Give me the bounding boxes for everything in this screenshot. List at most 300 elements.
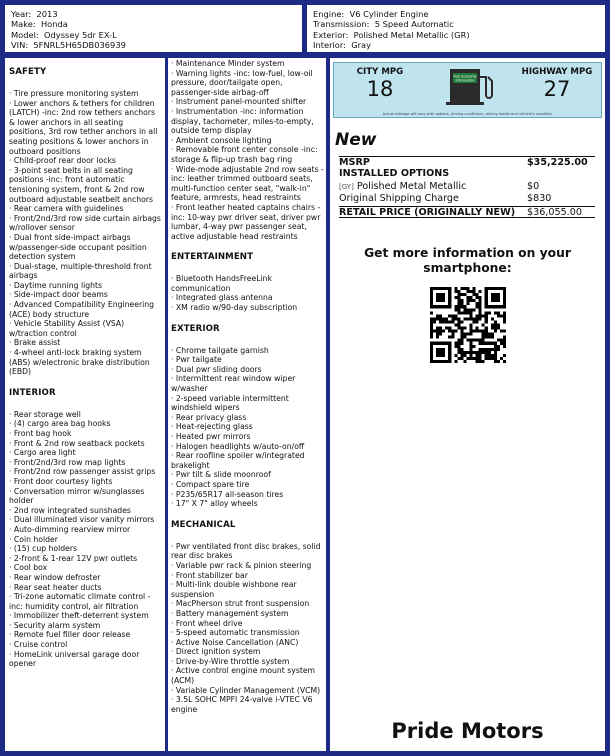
qr-module — [494, 330, 497, 333]
feature-item: · Variable pwr rack & pinion steering — [171, 560, 312, 570]
qr-module — [485, 311, 488, 314]
qr-module — [497, 311, 500, 314]
feature-item: · Pwr ventilated front disc brakes, solid rear disc brakes — [171, 541, 321, 561]
vehicle-info-left — [5, 5, 302, 52]
qr-module — [448, 336, 451, 339]
feature-item: · 3-point seat belts in all seating positions -inc: front automatic tensioning system, front & 2nd row outboard adjustable seatbelt anchors — [9, 165, 153, 204]
city-mpg-label: CITY MPG — [356, 67, 404, 77]
qr-module — [451, 314, 454, 317]
entertainment-list — [171, 274, 324, 312]
qr-module — [430, 320, 433, 323]
smartphone-promo: Get more information on your smartphone: — [364, 246, 571, 275]
qr-finder-inner — [436, 293, 445, 302]
qr-module — [503, 311, 506, 314]
qr-module — [451, 333, 454, 336]
qr-module — [476, 314, 479, 317]
exterior-value: Polished Metal Metallic (GR) — [353, 29, 470, 40]
qr-module — [439, 327, 442, 330]
qr-module — [470, 351, 473, 354]
feature-item: · Auto-dimming rearview mirror — [9, 524, 131, 534]
qr-module — [430, 317, 433, 320]
qr-module — [460, 342, 463, 345]
qr-module — [470, 308, 473, 311]
qr-module — [476, 327, 479, 330]
qr-module — [500, 330, 503, 333]
mechanical-heading: MECHANICAL — [171, 519, 236, 530]
feature-item: · Dual front side-impact airbags w/passenger-side occupant position detection system — [9, 232, 147, 262]
qr-module — [473, 320, 476, 323]
qr-module — [494, 354, 497, 357]
qr-module — [454, 345, 457, 348]
qr-module — [460, 333, 463, 336]
qr-module — [463, 327, 466, 330]
qr-module — [473, 339, 476, 342]
qr-module — [466, 302, 469, 305]
feature-item: · Front wheel drive — [171, 618, 243, 628]
qr-module — [466, 296, 469, 299]
qr-module — [488, 354, 491, 357]
qr-module — [482, 333, 485, 336]
qr-module — [457, 342, 460, 345]
qr-module — [479, 302, 482, 305]
qr-module — [500, 357, 503, 360]
feature-item: · Multi-link double wishbone rear suspension — [171, 580, 297, 599]
qr-module — [491, 317, 494, 320]
vin-value: 5FNRL5H65DB036939 — [33, 39, 126, 50]
feature-item: · 2-speed variable intermittent windshield wipers — [171, 393, 289, 413]
feature-item: · Front leather heated captains chairs -inc: 10-way pwr driver seat, driver pwr lumbar, 4-way pwr passenger seat, active adjustable head restraints — [171, 202, 321, 241]
qr-module — [460, 351, 463, 354]
qr-module — [466, 351, 469, 354]
qr-module — [476, 296, 479, 299]
entertainment-heading: ENTERTAINMENT — [171, 252, 254, 263]
feature-item: · 17" X 7" alloy wheels — [171, 499, 258, 509]
exterior-heading: EXTERIOR — [171, 323, 220, 334]
interior-value: Gray — [351, 39, 372, 50]
qr-module — [439, 314, 442, 317]
qr-module — [439, 320, 442, 323]
qr-module — [500, 342, 503, 345]
feature-item: · Front/2nd/3rd row map lights — [9, 457, 126, 467]
option-name: Polished Metal Metallic — [356, 180, 467, 192]
qr-module — [485, 342, 488, 345]
feature-item: · Bluetooth HandsFreeLink communication — [171, 274, 272, 293]
qr-module — [466, 287, 469, 290]
qr-module — [479, 317, 482, 320]
qr-module — [460, 305, 463, 308]
qr-module — [470, 354, 473, 357]
feature-item: · Removable front center console -inc: storage & flip-up trash bag ring — [171, 145, 318, 164]
feature-item: · 5-speed automatic transmission — [171, 628, 300, 638]
qr-module — [473, 345, 476, 348]
engine-row: Engine: V6 Cylinder Engine — [313, 9, 429, 19]
feature-item: · Heated pwr mirrors — [171, 432, 251, 441]
engine-value: V6 Cylinder Engine — [349, 9, 429, 19]
msrp-row: MSRP $35,225.00 — [339, 156, 595, 168]
price-panel — [330, 58, 605, 751]
qr-module — [479, 311, 482, 314]
qr-module — [479, 314, 482, 317]
feature-item: · Rear roofline spoiler w/integrated brakelight — [171, 451, 305, 470]
qr-module — [503, 360, 506, 363]
option-code: [GY] — [339, 182, 354, 191]
retail-price-row: RETAIL PRICE (ORIGINALLY NEW) $36,055.00 — [339, 206, 595, 218]
feature-item: · (15) cup holders — [9, 544, 78, 554]
qr-module — [448, 314, 451, 317]
qr-module — [503, 320, 506, 323]
feature-item: · Rear privacy glass — [171, 412, 247, 422]
qr-module — [485, 333, 488, 336]
qr-module — [488, 357, 491, 360]
qr-module — [476, 360, 479, 363]
qr-module — [448, 327, 451, 330]
qr-module — [436, 333, 439, 336]
qr-module — [494, 345, 497, 348]
qr-module — [476, 339, 479, 342]
qr-module — [470, 333, 473, 336]
city-mpg-value: 18 — [366, 77, 394, 101]
qr-module — [491, 336, 494, 339]
qr-module — [488, 333, 491, 336]
qr-module — [463, 308, 466, 311]
feature-item: · Daytime running lights — [9, 280, 103, 290]
qr-module — [445, 327, 448, 330]
transmission-row: Transmission: 5 Speed Automatic — [313, 19, 454, 30]
feature-item: · Battery management system — [171, 608, 289, 618]
qr-module — [485, 348, 488, 351]
qr-module — [479, 299, 482, 302]
feature-item: · Variable Cylinder Management (VCM) — [171, 685, 321, 695]
qr-module — [485, 320, 488, 323]
qr-module — [473, 293, 476, 296]
qr-module — [436, 330, 439, 333]
feature-item: · Active control engine mount system (ACM) — [171, 666, 316, 686]
option-price: $830 — [527, 193, 552, 205]
qr-module — [497, 360, 500, 363]
feature-item: · Rear seat heater ducts — [9, 582, 102, 592]
qr-module — [470, 299, 473, 302]
qr-module — [463, 287, 466, 290]
qr-module — [430, 327, 433, 330]
qr-module — [457, 327, 460, 330]
qr-module — [460, 357, 463, 360]
qr-module — [436, 327, 439, 330]
qr-finder-inner — [491, 293, 500, 302]
feature-item: · Vehicle Stability Assist (VSA) w/traction control — [9, 319, 125, 338]
option-row — [339, 193, 595, 205]
qr-module — [494, 348, 497, 351]
qr-module — [479, 351, 482, 354]
qr-code[interactable] — [430, 287, 506, 363]
qr-module — [457, 311, 460, 314]
qr-module — [433, 317, 436, 320]
qr-module — [466, 333, 469, 336]
qr-module — [457, 296, 460, 299]
qr-module — [463, 354, 466, 357]
condition-heading: New — [335, 130, 377, 150]
year-row: Year: 2013 — [11, 9, 58, 19]
option-row — [339, 181, 595, 193]
qr-module — [451, 320, 454, 323]
feature-item: · Instrument panel-mounted shifter — [171, 97, 307, 107]
qr-module — [457, 320, 460, 323]
qr-module — [473, 299, 476, 302]
feature-item: · Chrome tailgate garnish — [171, 345, 269, 355]
qr-module — [497, 345, 500, 348]
feature-item: · Front door courtesy lights — [9, 476, 113, 486]
feature-item: · Cargo area light — [9, 448, 76, 458]
qr-module — [479, 357, 482, 360]
qr-module — [473, 308, 476, 311]
qr-module — [494, 311, 497, 314]
feature-item: · Advanced Compatibility Engineering (ACE) body structure — [9, 300, 155, 319]
qr-module — [476, 302, 479, 305]
feature-item: · Tri-zone automatic climate control -inc: humidity control, air filtration — [9, 592, 151, 611]
option-name: Original Shipping Charge — [339, 193, 459, 205]
qr-module — [494, 360, 497, 363]
qr-module — [479, 360, 482, 363]
qr-module — [497, 339, 500, 342]
feature-item: · 4-wheel anti-lock braking system (ABS) w/electronic brake distribution (EBD) — [9, 348, 150, 377]
dealer-name: Pride Motors — [391, 719, 544, 743]
qr-module — [479, 330, 482, 333]
feature-item: · MacPherson strut front suspension — [171, 599, 310, 609]
qr-module — [488, 336, 491, 339]
qr-module — [442, 330, 445, 333]
qr-module — [476, 317, 479, 320]
qr-module — [485, 327, 488, 330]
qr-module — [503, 354, 506, 357]
qr-module — [470, 311, 473, 314]
qr-module — [482, 330, 485, 333]
interior-list — [9, 410, 162, 669]
qr-module — [463, 333, 466, 336]
qr-module — [503, 330, 506, 333]
feature-item: · Heat-rejecting glass — [171, 422, 253, 432]
feature-item: · Rear storage well — [9, 409, 81, 419]
qr-module — [482, 339, 485, 342]
qr-module — [491, 357, 494, 360]
qr-module — [470, 357, 473, 360]
features-column-1 — [5, 58, 165, 751]
qr-module — [473, 290, 476, 293]
qr-module — [454, 354, 457, 357]
qr-module — [491, 348, 494, 351]
feature-item: · Pwr tailgate — [171, 355, 222, 365]
qr-module — [445, 320, 448, 323]
qr-module — [463, 351, 466, 354]
qr-module — [494, 342, 497, 345]
exterior-row: Exterior: Polished Metal Metallic (GR) — [313, 29, 470, 40]
feature-item: · Wide-mode adjustable 2nd row seats -inc: leather trimmed outboard seats, multi-function center seat, "walk-in" feature, armrests, head restraints — [171, 164, 324, 203]
qr-module — [476, 330, 479, 333]
qr-module — [491, 354, 494, 357]
make-value: Honda — [40, 19, 68, 30]
interior-row: Interior: Gray — [313, 39, 372, 50]
qr-module — [430, 311, 433, 314]
qr-module — [470, 330, 473, 333]
qr-module — [482, 342, 485, 345]
retail-price-value: $36,055.00 — [527, 206, 582, 218]
feature-item: · Rear camera with guidelines — [9, 204, 124, 214]
qr-module — [445, 317, 448, 320]
qr-module — [457, 317, 460, 320]
qr-module — [457, 323, 460, 326]
qr-module — [454, 323, 457, 326]
qr-module — [470, 348, 473, 351]
qr-module — [497, 327, 500, 330]
exterior-list — [171, 346, 324, 509]
feature-item: · Tire pressure monitoring system — [9, 89, 139, 98]
qr-module — [460, 299, 463, 302]
feature-item: · Dual pwr sliding doors — [171, 364, 262, 374]
feature-item: · P235/65R17 all-season tires — [171, 489, 284, 499]
qr-module — [457, 293, 460, 296]
feature-item: · Front bag hook — [9, 429, 72, 438]
qr-module — [500, 339, 503, 342]
feature-item: · Conversation mirror w/sunglasses holder — [9, 486, 145, 506]
year-value: 2013 — [36, 9, 58, 19]
fuel-economy-box — [333, 62, 602, 118]
qr-module — [457, 348, 460, 351]
qr-module — [482, 360, 485, 363]
qr-module — [460, 320, 463, 323]
qr-module — [460, 330, 463, 333]
qr-module — [500, 314, 503, 317]
qr-module — [470, 339, 473, 342]
qr-module — [485, 314, 488, 317]
feature-item: · Halogen headlights w/auto-on/off — [171, 441, 305, 451]
qr-module — [457, 345, 460, 348]
model-value: Odyssey 5dr EX-L — [44, 29, 117, 40]
qr-module — [442, 317, 445, 320]
feature-item: · HomeLink universal garage door opener — [9, 649, 140, 669]
feature-item: · 3.5L SOHC MPFI 24-valve i-VTEC V6 engine — [171, 695, 313, 714]
qr-module — [457, 305, 460, 308]
feature-item: · Coin holder — [9, 534, 58, 544]
transmission-value: 5 Speed Automatic — [374, 19, 454, 30]
qr-module — [457, 302, 460, 305]
feature-item: · Active Noise Cancellation (ANC) — [171, 637, 299, 647]
qr-module — [476, 305, 479, 308]
qr-module — [485, 351, 488, 354]
pump-label-line-2: Information — [455, 78, 475, 83]
feature-item: · Child-proof rear door locks — [9, 156, 116, 166]
vehicle-info-right — [307, 5, 605, 52]
qr-module — [439, 333, 442, 336]
qr-module — [503, 345, 506, 348]
qr-module — [457, 339, 460, 342]
feature-item: · XM radio w/90-day subscription — [171, 303, 298, 313]
qr-module — [497, 348, 500, 351]
qr-module — [476, 354, 479, 357]
qr-module — [485, 354, 488, 357]
qr-module — [466, 357, 469, 360]
feature-item: · Instrumentation -inc: information display, tachometer, miles-to-empty, outside temp display — [171, 106, 314, 136]
qr-module — [479, 342, 482, 345]
qr-module — [482, 351, 485, 354]
qr-module — [494, 323, 497, 326]
qr-module — [457, 308, 460, 311]
qr-module — [476, 293, 479, 296]
qr-module — [463, 360, 466, 363]
qr-module — [460, 293, 463, 296]
qr-module — [466, 308, 469, 311]
qr-module — [479, 290, 482, 293]
pump-base — [446, 102, 484, 105]
qr-module — [463, 311, 466, 314]
qr-module — [460, 287, 463, 290]
qr-module — [466, 299, 469, 302]
qr-module — [488, 351, 491, 354]
qr-module — [436, 317, 439, 320]
highway-mpg-value: 27 — [543, 77, 571, 101]
feature-item: · Brake assist — [9, 338, 61, 348]
qr-module — [430, 330, 433, 333]
qr-module — [460, 348, 463, 351]
qr-module — [454, 330, 457, 333]
qr-module — [463, 317, 466, 320]
qr-module — [433, 330, 436, 333]
qr-module — [497, 314, 500, 317]
features-column-2 — [168, 58, 326, 751]
feature-item: · Maintenance Minder system — [171, 59, 285, 68]
feature-item: · Front/2nd/3rd row side curtain airbags w/rollover sensor — [9, 213, 161, 233]
feature-item: · Security alarm system — [9, 620, 101, 630]
feature-item: · Dual-stage, multiple-threshold front airbags — [9, 261, 152, 281]
feature-item: · 2-front & 1-rear 12V pwr outlets — [9, 553, 138, 563]
feature-item: · Ambient console lighting — [171, 135, 272, 145]
qr-module — [476, 357, 479, 360]
qr-module — [482, 314, 485, 317]
vin-row: VIN: 5FNRL5H65DB036939 — [11, 39, 126, 50]
feature-item: · Pwr tilt & slide moonroof — [171, 470, 271, 480]
interior-cont-list — [171, 59, 324, 241]
qr-module — [479, 305, 482, 308]
qr-module — [473, 317, 476, 320]
qr-module — [470, 342, 473, 345]
msrp-value: $35,225.00 — [527, 157, 588, 168]
qr-module — [454, 314, 457, 317]
feature-item: · Front & 2nd row seatback pockets — [9, 438, 145, 448]
qr-module — [473, 357, 476, 360]
qr-module — [466, 311, 469, 314]
qr-module — [454, 308, 457, 311]
feature-item: · Rear window defroster — [9, 572, 101, 582]
model-row: Model: Odyssey 5dr EX-L — [11, 29, 117, 40]
feature-item: · Dual illuminated visor vanity mirrors — [9, 515, 155, 525]
qr-module — [470, 327, 473, 330]
qr-module — [457, 357, 460, 360]
qr-module — [454, 305, 457, 308]
qr-module — [463, 305, 466, 308]
qr-module — [430, 323, 433, 326]
pump-label-line-1: Fuel Economy — [453, 74, 477, 79]
qr-module — [454, 317, 457, 320]
qr-module — [454, 342, 457, 345]
pump-hose — [480, 77, 492, 98]
make-row: Make: Honda — [11, 19, 68, 30]
feature-item: · Side-impact door beams — [9, 290, 108, 300]
qr-module — [430, 333, 433, 336]
qr-module — [454, 290, 457, 293]
qr-module — [460, 327, 463, 330]
feature-item: · (4) cargo area bag hooks — [9, 419, 111, 429]
qr-module — [430, 336, 433, 339]
qr-module — [442, 320, 445, 323]
feature-item: · Compact spare tire — [171, 479, 250, 489]
feature-item: · Lower anchors & tethers for children (LATCH) -inc: 2nd row tethers anchors & lower anchors in all seating positions, 3rd row tether anchors in all seating positions & lower anchors in outboard positions — [9, 98, 158, 156]
